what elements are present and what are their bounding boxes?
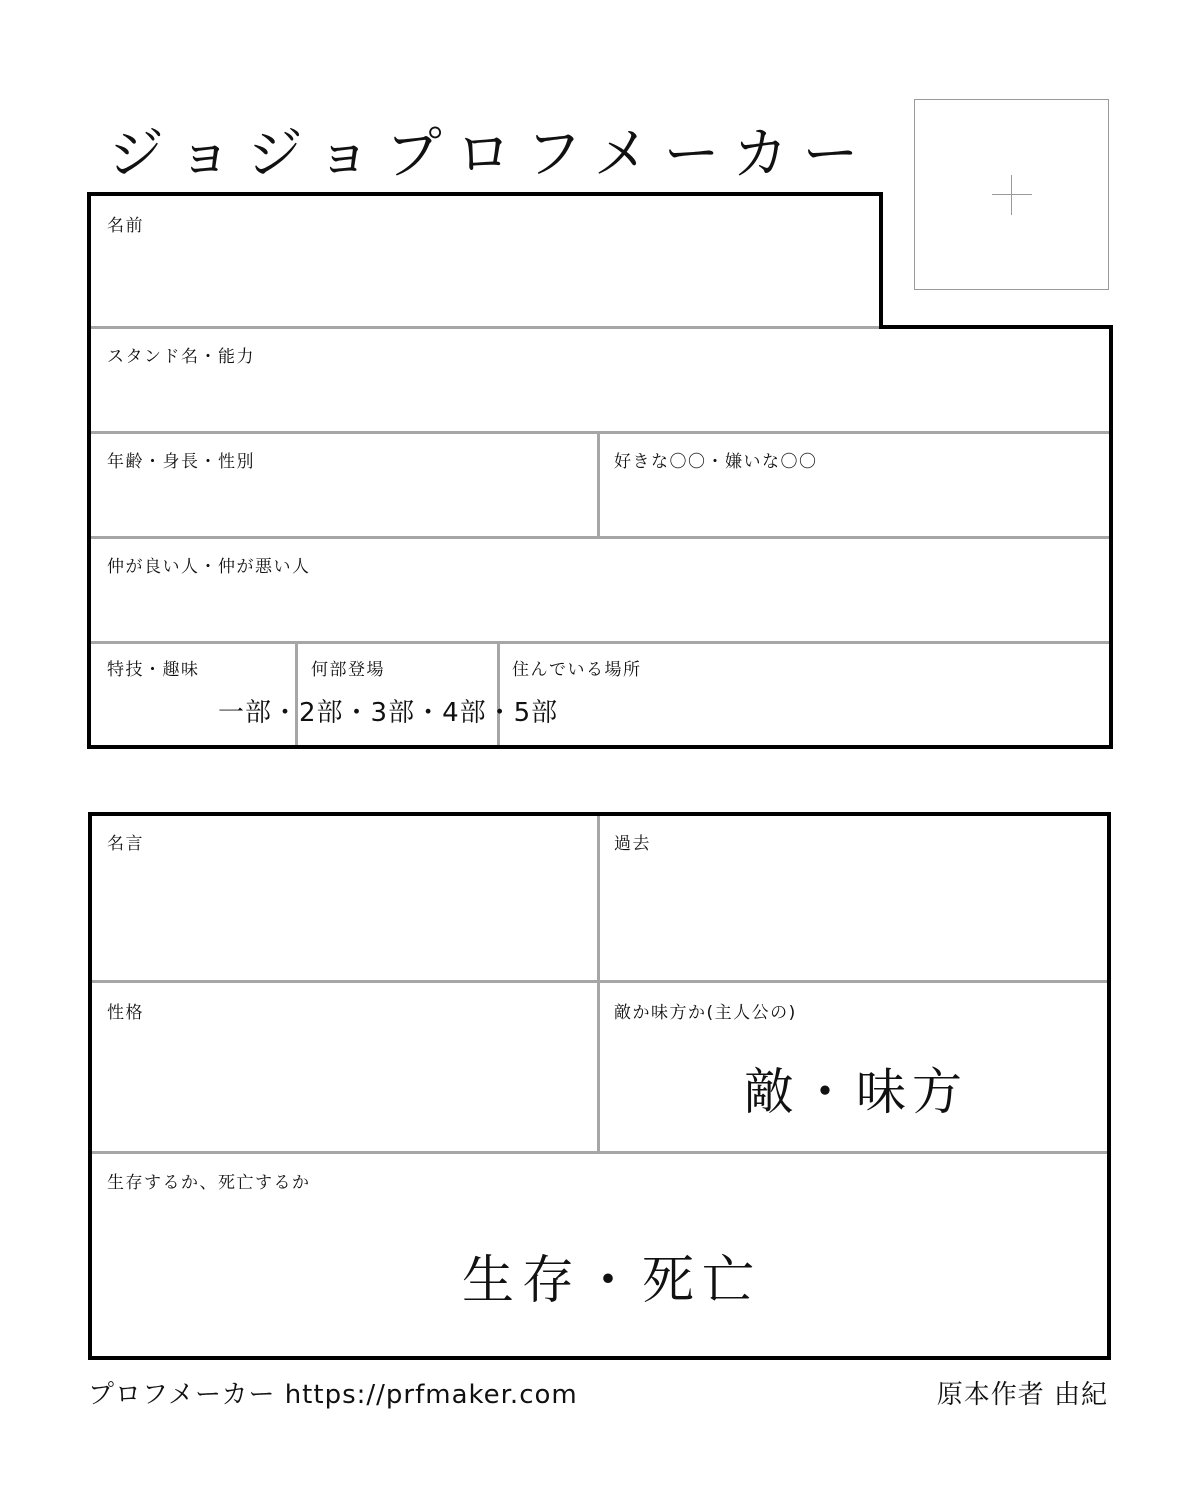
relations-field[interactable] <box>91 577 1107 639</box>
side-label: 敵か味方か(主人公の) <box>614 1003 797 1023</box>
age-label: 年齢・身長・性別 <box>107 452 255 472</box>
past-field[interactable] <box>601 856 1105 978</box>
page-title: ジョジョプロフメーカー <box>108 122 873 187</box>
age-field[interactable] <box>91 472 595 534</box>
likes-label: 好きな〇〇・嫌いな〇〇 <box>614 452 818 472</box>
skills-label: 特技・趣味 <box>107 660 200 680</box>
quote-label: 名言 <box>107 834 144 854</box>
footer-credit: プロフメーカー https://prfmaker.com <box>88 1380 578 1410</box>
residence-label: 住んでいる場所 <box>512 660 642 680</box>
plus-icon <box>992 175 1032 215</box>
photo-upload-box[interactable] <box>914 99 1109 290</box>
past-label: 過去 <box>614 834 651 854</box>
quote-field[interactable] <box>92 856 595 978</box>
survival-label: 生存するか、死亡するか <box>107 1173 311 1193</box>
personality-label: 性格 <box>107 1003 144 1023</box>
footer-author: 原本作者 由紀 <box>936 1380 1108 1410</box>
name-label: 名前 <box>107 216 144 236</box>
relations-label: 仲が良い人・仲が悪い人 <box>107 557 311 577</box>
name-field[interactable] <box>91 236 877 324</box>
side-options[interactable]: 敵・味方 <box>744 1063 968 1121</box>
survival-options[interactable]: 生存・死亡 <box>462 1251 763 1311</box>
stand-label: スタンド名・能力 <box>107 347 255 367</box>
personality-field[interactable] <box>92 1024 595 1149</box>
part-label: 何部登場 <box>311 660 385 680</box>
stand-field[interactable] <box>91 368 1107 430</box>
part-options[interactable]: 一部・2部・3部・4部・5部 <box>218 698 559 728</box>
likes-field[interactable] <box>601 472 1107 534</box>
